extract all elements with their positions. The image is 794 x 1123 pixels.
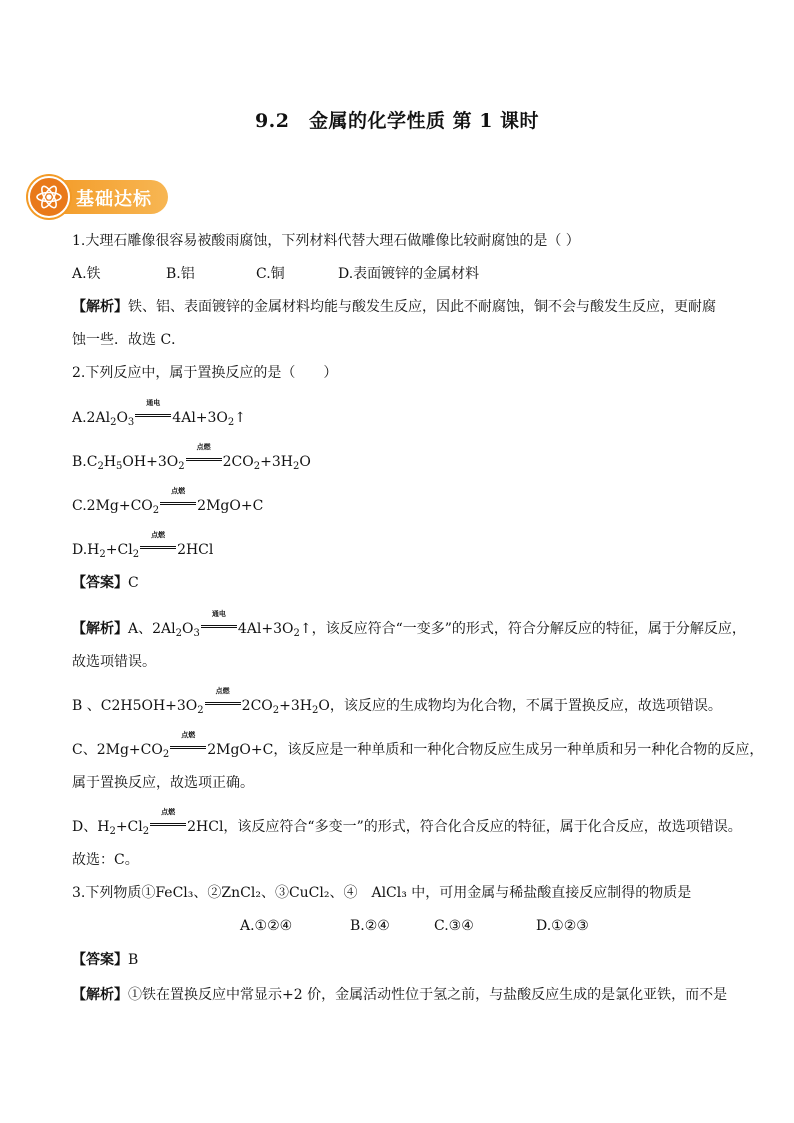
q2-analysis-c-cont: 属于置换反应，故选项正确。 (72, 775, 254, 791)
q3-option-d: D.①②③ (536, 918, 589, 934)
q1-analysis (72, 297, 716, 317)
q2-answer (72, 573, 139, 593)
q2-analysis-a-cont: 故选项错误。 (72, 654, 156, 670)
q2-option-c: $C.2Mg+CO_2$ 点燃 2MgO+C (72, 486, 264, 516)
q2-analysis-d: D、$H_2+Cl_2$ 点燃 2HCl，该反应符合“多变一”的形式，符合化合反应的特征，属于化合反应，故选项错误。 (72, 807, 742, 837)
q2-conclusion: 故选：C。 (72, 852, 139, 868)
reaction-condition: 点燃 (140, 541, 176, 555)
q3-answer (72, 950, 138, 970)
q2-option-b: $B.C_2H_5OH+3O_2$ 点燃 $2CO_2+3H_2O$ (72, 442, 311, 472)
q3-answer-value: B (128, 952, 139, 968)
q3-option-c: C.③④ (434, 918, 474, 934)
q1-option-a: A.铁 (72, 266, 101, 282)
q1-option-d: D.表面镀锌的金属材料 (338, 266, 480, 282)
page-title: 9.2 金属的化学性质 第 1 课时 (254, 110, 540, 132)
q2-analysis-a: 【解析】A、$2Al_2O_3$ 通电 $4Al+3O_2↑$，该反应符合“一变多”的形式，符合分解反应的特征，属于分解反应， (72, 609, 746, 639)
q1-stem: 1.大理石雕像很容易被酸雨腐蚀，下列材料代替大理石做雕像比较耐腐蚀的是（ ） (72, 233, 580, 249)
q2-analysis-c: C、$2Mg+CO_2$ 点燃 2MgO+C，该反应是一种单质和一种化合物反应生成另一种单质和另一种化合物的反应， (72, 730, 764, 760)
reaction-condition: 点燃 (160, 497, 196, 511)
reaction-condition: 点燃 (205, 697, 241, 711)
q3-analysis-text: ①铁在置换反应中常显示+2 价，金属活动性位于氢之前，与盐酸反应生成的是氯化亚铁，而不是 (128, 987, 728, 1003)
q2-analysis-tag: 【解析】 (72, 621, 128, 637)
reaction-condition: 通电 (201, 620, 237, 634)
q2-answer-value: C (128, 575, 139, 591)
q2-option-a: $A.2Al_2O_3$ 通电 $4Al+3O_2↑$ (72, 398, 247, 428)
reaction-condition: 通电 (135, 409, 171, 423)
reaction-condition: 点燃 (170, 741, 206, 755)
q2-option-d: $D.H_2+Cl_2$ 点燃 2HCl (72, 530, 214, 560)
q2-answer-tag: 【答案】 (72, 575, 128, 591)
q3-options (240, 916, 589, 936)
reaction-condition: 点燃 (186, 453, 222, 467)
q3-option-b: B.②④ (350, 918, 390, 934)
q1-analysis-cont: 蚀一些．故选 C． (72, 332, 186, 348)
q3-stem: 3.下列物质①FeCl₃、②ZnCl₂、③CuCl₂、④ AlCl₃ 中，可用金属与稀盐酸直接反应制得的物质是 (72, 885, 692, 901)
banner-label: 基础达标 (76, 189, 152, 210)
q1-analysis-text: 铁、铝、表面镀锌的金属材料均能与酸发生反应，因此不耐腐蚀，铜不会与酸发生反应，更耐腐 (128, 299, 716, 315)
q1-option-b: B.铝 (166, 266, 195, 282)
reaction-condition: 点燃 (150, 818, 186, 832)
atom-icon (28, 176, 70, 218)
q3-answer-tag: 【答案】 (72, 952, 128, 968)
q1-option-c: C.铜 (256, 266, 285, 282)
section-banner (28, 176, 168, 218)
q3-analysis-tag: 【解析】 (72, 987, 128, 1003)
q3-analysis (72, 985, 727, 1005)
q2-analysis-b: B 、$C2H5OH+3O_2$ 点燃 $2CO_2+3H_2O$，该反应的生成物均为化合物，不属于置换反应，故选项错误。 (72, 686, 722, 716)
q1-analysis-tag: 【解析】 (72, 299, 128, 315)
q3-option-a: A.①②④ (240, 918, 293, 934)
q2-stem: 2.下列反应中，属于置换反应的是（ ） (72, 365, 338, 381)
q1-options (72, 264, 479, 284)
